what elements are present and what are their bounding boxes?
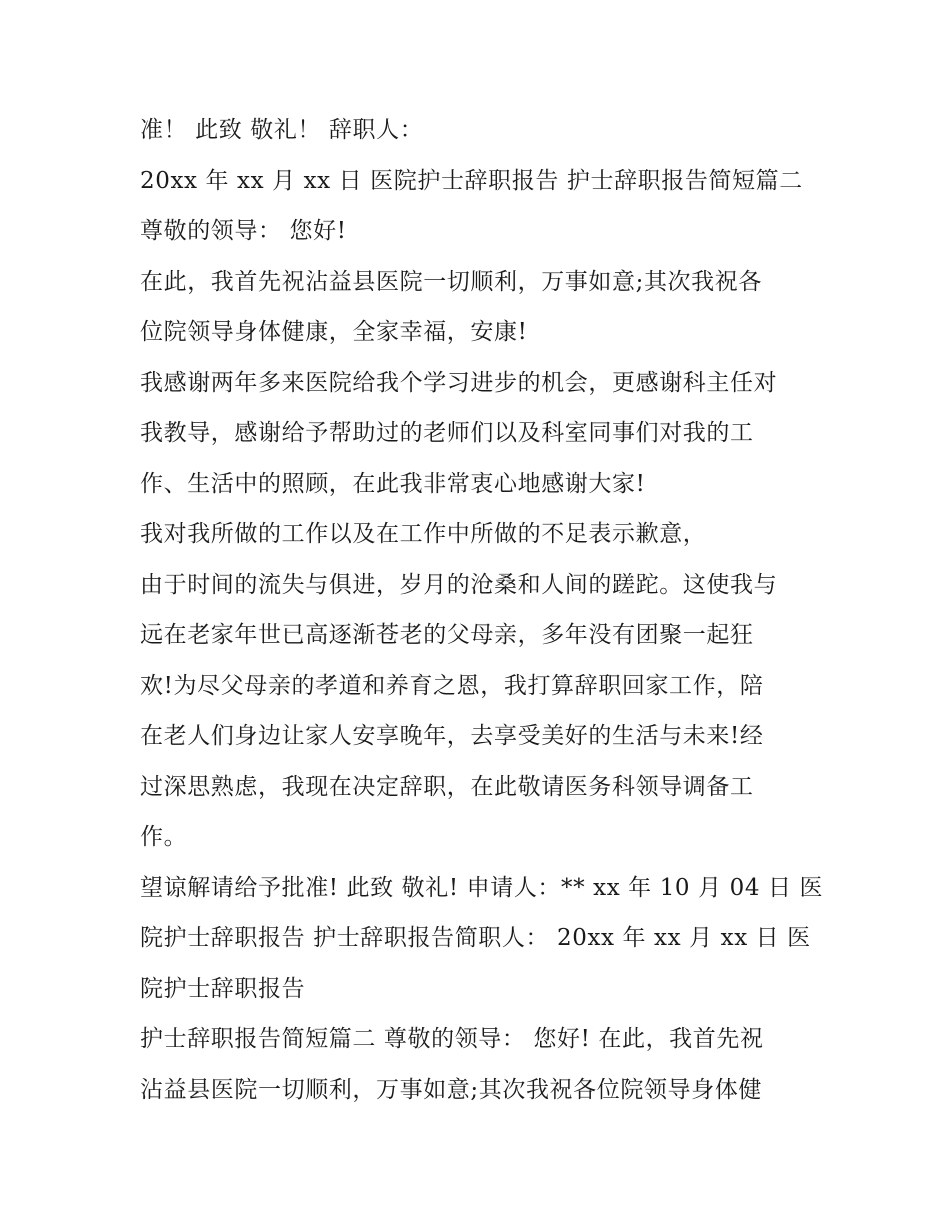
document-body xyxy=(140,105,840,1115)
text-line: 在老人们身边让家人安享晚年，去享受美好的生活与未来!经 xyxy=(140,723,764,749)
text-line: 院护士辞职报告 护士辞职报告简职人： 20xx 年 xx 月 xx 日 医 xyxy=(140,925,811,951)
text-line: 我教导，感谢给予帮助过的老师们以及科室同事们对我的工 xyxy=(140,420,754,446)
text-line: 位院领导身体健康，全家幸福，安康! xyxy=(140,319,528,345)
text-line: 远在老家年世已高逐渐苍老的父母亲，多年没有团聚一起狂 xyxy=(140,622,754,648)
text-line: 欢!为尽父母亲的孝道和养育之恩，我打算辞职回家工作，陪 xyxy=(140,672,764,699)
text-line: 在此，我首先祝沾益县医院一切顺利，万事如意;其次我祝各 xyxy=(140,268,762,295)
text-line: 由于时间的流失与俱进，岁月的沧桑和人间的蹉跎。这使我与 xyxy=(140,571,778,598)
text-line: 20xx 年 xx 月 xx 日 医院护士辞职报告 护士辞职报告简短篇二 xyxy=(140,167,803,194)
text-line: 过深思熟虑，我现在决定辞职，在此敬请医务科领导调备工 xyxy=(140,773,754,800)
text-line: 我感谢两年多来医院给我个学习进步的机会，更感谢科主任对 xyxy=(140,369,778,396)
text-line: 准！ 此致 敬礼！ 辞职人： xyxy=(140,117,424,143)
text-line: 作、生活中的照顾，在此我非常衷心地感谢大家! xyxy=(140,470,646,497)
text-line: 尊敬的领导： 您好! xyxy=(140,218,347,244)
text-line: 院护士辞职报告 xyxy=(140,975,306,1002)
text-line: 作。 xyxy=(140,824,188,850)
text-line: 我对我所做的工作以及在工作中所做的不足表示歉意， xyxy=(140,521,707,547)
text-line: 望谅解请给予批准! 此致 敬礼! 申请人：** xx 年 10 月 04 日 医 xyxy=(140,874,824,901)
text-line: 沾益县医院一切顺利，万事如意;其次我祝各位院领导身体健 xyxy=(140,1076,762,1103)
text-line: 护士辞职报告简短篇二 尊敬的领导： 您好! 在此，我首先祝 xyxy=(140,1026,764,1052)
